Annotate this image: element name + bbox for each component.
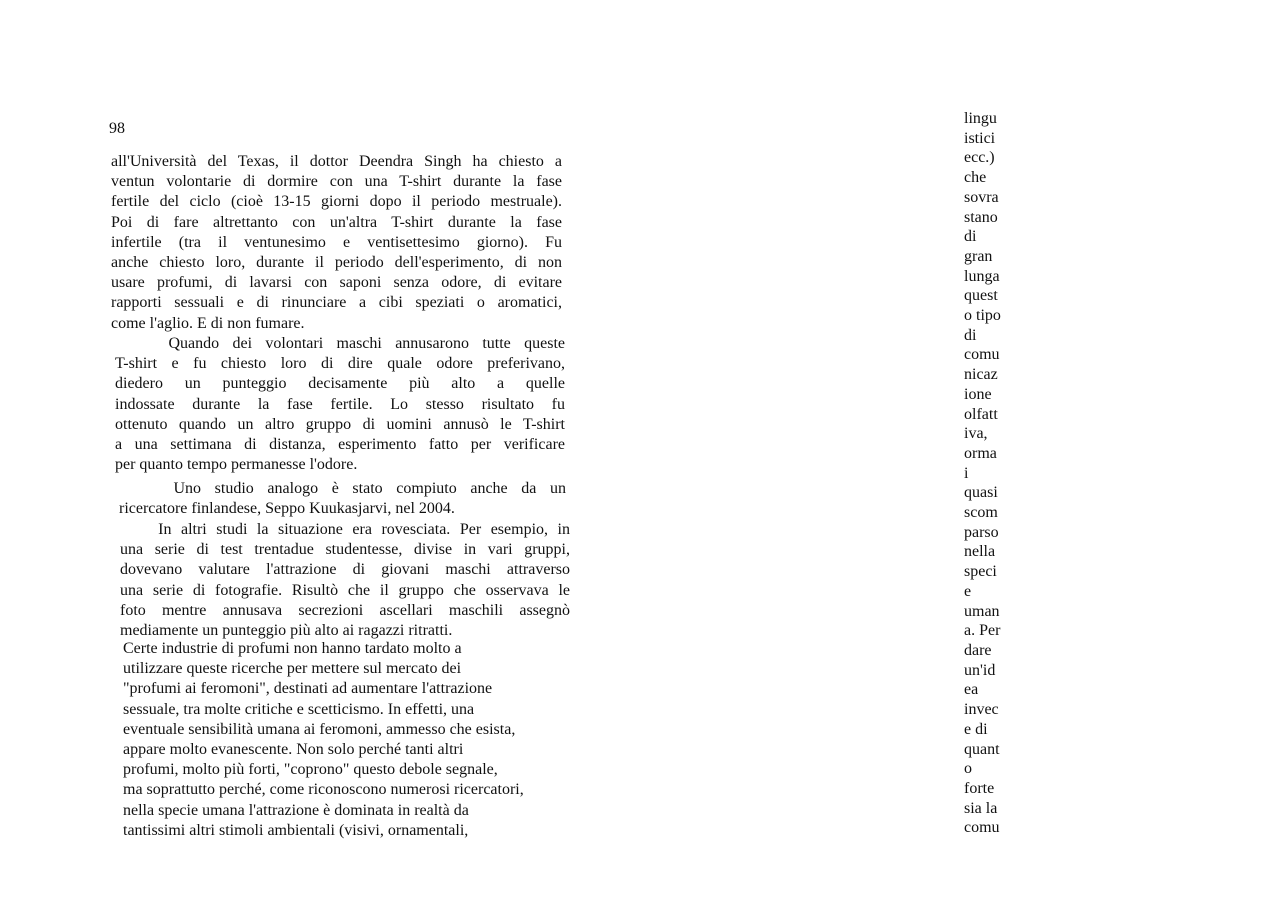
text-line: In altri studi la situazione era rovesciata. Per esempio, in [120, 521, 570, 538]
side-text-fragment: gran [964, 247, 993, 265]
text-line: infertile (tra il ventunesimo e ventisettesimo giorno). Fu [111, 233, 562, 251]
text-line: Certe industrie di profumi non hanno tardato molto a [123, 640, 462, 657]
side-text-fragment: sovra [964, 188, 999, 206]
page-number: 98 [109, 120, 125, 137]
side-text-fragment: ea [964, 681, 979, 699]
text-line: Uno studio analogo è stato compiuto anche da un [119, 480, 566, 497]
side-text-fragment: olfatt [964, 405, 998, 423]
text-line: una serie di fotografie. Risultò che il gruppo che osservava le [120, 581, 570, 599]
text-line: indossate durante la fase fertile. Lo stesso risultato fu [115, 395, 565, 413]
text-line: Poi di fare altrettanto con un'altra T-shirt durante la fase [111, 213, 562, 231]
text-line: all'Università del Texas, il dottor Deendra Singh ha chiesto a [111, 153, 562, 170]
side-text-fragment: lunga [964, 267, 1000, 285]
text-line: T-shirt e fu chiesto loro di dire quale odore preferivano, [115, 355, 565, 373]
text-line: appare molto evanescente. Non solo perché tanti altri [123, 741, 464, 759]
text-line: nella specie umana l'attrazione è dominata in realtà da [123, 801, 469, 819]
side-text-fragment: o tipo [964, 307, 1001, 325]
text-line: rapporti sessuali e di rinunciare a cibi speziati o aromatici, [111, 294, 562, 312]
text-line: mediamente un punteggio più alto ai ragazzi ritratti. [120, 622, 453, 640]
side-text-fragment: i [964, 464, 969, 482]
side-text-fragment: comu [964, 346, 1000, 364]
side-text-fragment: quasi [964, 484, 998, 502]
paragraph-3 [119, 479, 566, 519]
text-line: ricercatore finlandese, Seppo Kuukasjarvi, nel 2004. [119, 500, 455, 518]
text-line: dovevano valutare l'attrazione di giovani maschi attraverso [120, 561, 570, 579]
paragraph-4 [120, 520, 570, 641]
side-text-fragment: invec [964, 701, 999, 719]
text-line: profumi, molto più forti, "coprono" questo debole segnale, [123, 761, 498, 779]
side-text-fragment: comu [964, 819, 1000, 837]
side-text-fragment: stano [964, 208, 998, 226]
side-text-fragment: o [964, 760, 972, 778]
text-line: "profumi ai feromoni", destinati ad aumentare l'attrazione [123, 680, 493, 698]
text-line: fertile del ciclo (cioè 13-15 giorni dopo il periodo mestruale). [111, 193, 562, 211]
side-text-fragment: un'id [964, 661, 996, 679]
text-line: eventuale sensibilità umana ai feromoni, ammesso che esista, [123, 720, 516, 738]
side-text-column [964, 109, 1014, 838]
text-line: anche chiesto loro, durante il periodo dell'esperimento, di non [111, 254, 562, 272]
text-line: utilizzare queste ricerche per mettere sul mercato dei [123, 660, 462, 678]
side-text-fragment: uman [964, 602, 1000, 620]
side-text-fragment: orma [964, 444, 997, 462]
text-line: ma soprattutto perché, come riconoscono numerosi ricercatori, [123, 781, 524, 799]
side-text-fragment: ione [964, 385, 992, 403]
side-text-fragment: forte [964, 779, 995, 797]
text-line: per quanto tempo permanesse l'odore. [115, 456, 358, 474]
side-text-fragment: dare [964, 641, 992, 659]
text-line: come l'aglio. E di non fumare. [111, 314, 305, 332]
paragraph-1 [111, 152, 562, 334]
text-line: una serie di test trentadue studentesse, divise in vari gruppi, [120, 541, 570, 559]
text-line: ottenuto quando un altro gruppo di uomini annusò le T-shirt [115, 415, 565, 433]
side-text-fragment: ecc.) [964, 149, 995, 167]
text-line: tantissimi altri stimoli ambientali (visivi, ornamentali, [123, 821, 469, 839]
side-text-fragment: speci [964, 563, 997, 581]
text-line: foto mentre annusava secrezioni ascellari maschili assegnò [120, 601, 570, 619]
text-line: Quando dei volontari maschi annusarono tutte queste [115, 335, 565, 352]
side-text-fragment: lingu [964, 110, 997, 127]
side-text-fragment: e di [964, 720, 988, 738]
paragraph-5 [123, 639, 578, 841]
paragraph-2 [115, 334, 565, 475]
side-text-fragment: che [964, 169, 987, 187]
side-text-fragment: e [964, 582, 972, 600]
side-text-fragment: a. Per [964, 622, 1001, 640]
side-text-fragment: scom [964, 504, 998, 522]
side-text-fragment: parso [964, 523, 999, 541]
side-text-fragment: nicaz [964, 366, 998, 384]
side-text-fragment: quant [964, 740, 1000, 758]
text-line: usare profumi, di lavarsi con saponi senza odore, di evitare [111, 274, 562, 292]
side-text-fragment: iva, [964, 425, 988, 443]
side-text-fragment: quest [964, 287, 998, 305]
side-text-fragment: di [964, 228, 977, 246]
side-text-fragment: di [964, 326, 977, 344]
text-line: sessuale, tra molte critiche e scetticismo. In effetti, una [123, 700, 475, 718]
text-line: a una settimana di distanza, esperimento fatto per verificare [115, 436, 565, 454]
text-line: ventun volontarie di dormire con una T-shirt durante la fase [111, 173, 562, 191]
side-text-fragment: istici [964, 129, 996, 147]
side-text-fragment: sia la [964, 799, 998, 817]
text-line: diedero un punteggio decisamente più alto a quelle [115, 375, 565, 393]
side-text-fragment: nella [964, 543, 996, 561]
